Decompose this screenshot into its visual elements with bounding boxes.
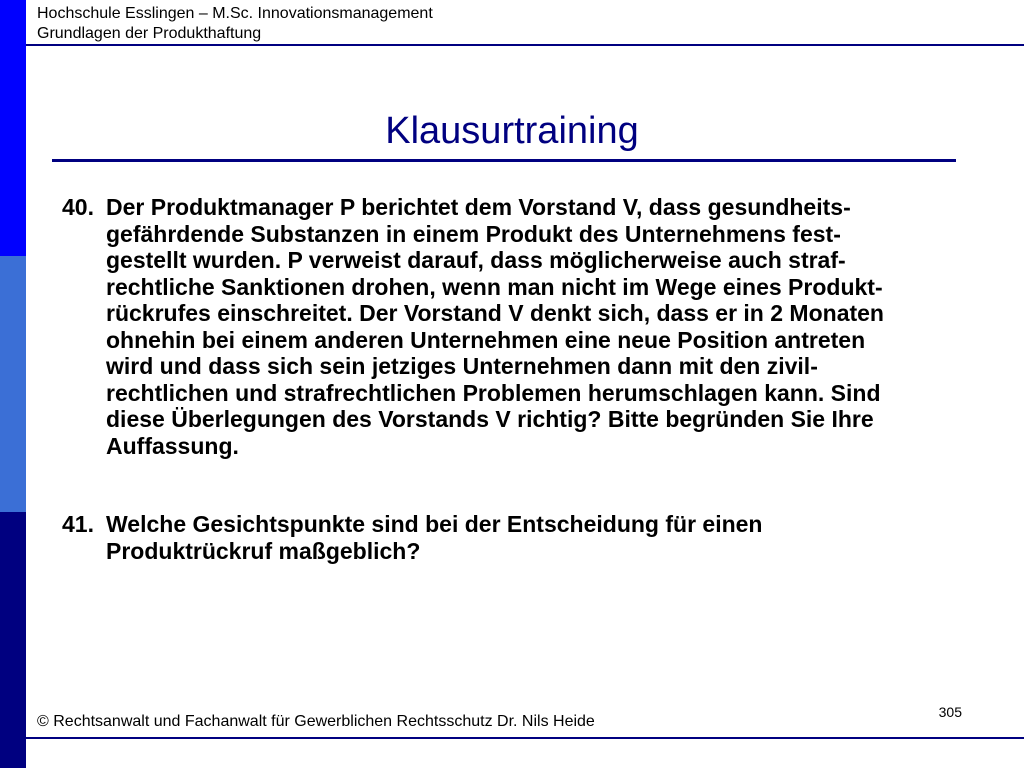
slide-header [37,4,433,44]
slide-title: Klausurtraining [385,110,639,152]
title-underline [52,159,956,162]
question-text-line: Auffassung. [106,432,239,459]
question-text-line: Produktrückruf maßgeblich? [106,537,421,564]
question-text-line: gefährdende Substanzen in einem Produkt des Unternehmens fest- [106,220,841,247]
question-text-line: wird und dass sich sein jetziges Unternehmen dann mit den zivil- [106,353,818,379]
question-text-line: rechtlichen und strafrechtlichen Problemen herumschlagen kann. Sind [106,379,881,406]
color-bar-segment-top [0,0,26,256]
footer-divider [26,737,1024,739]
question-text-line: Welche Gesichtspunkte sind bei der Entscheidung für einen [106,511,763,537]
header-course: Grundlagen der Produkthaftung [37,25,262,42]
question-text-line: diese Überlegungen des Vorstands V richtig? Bitte begründen Sie Ihre [106,406,874,432]
question-text-line: rückrufes einschreitet. Der Vorstand V denkt sich, dass er in 2 Monaten [106,300,884,326]
left-color-bar [0,0,26,768]
color-bar-segment-bottom [0,512,26,768]
question-number: 41. [62,511,94,537]
footer-copyright: © Rechtsanwalt und Fachanwalt für Gewerblichen Rechtsschutz Dr. Nils Heide [37,713,595,730]
header-institution: Hochschule Esslingen – M.Sc. Innovationsmanagement [37,5,433,22]
page-number: 305 [938,704,962,720]
question-item [62,511,982,564]
header-divider [26,44,1024,46]
question-number: 40. [62,194,94,220]
question-text-line: gestellt wurden. P verweist darauf, dass möglicherweise auch straf- [106,247,846,273]
question-text-line: rechtliche Sanktionen drohen, wenn man nicht im Wege eines Produkt- [106,273,883,300]
question-text-line: Der Produktmanager P berichtet dem Vorstand V, dass gesundheits- [106,194,851,220]
color-bar-segment-middle [0,256,26,512]
question-list [62,194,982,564]
question-item [62,194,982,459]
question-text-line: ohnehin bei einem anderen Unternehmen eine neue Position antreten [106,326,866,353]
